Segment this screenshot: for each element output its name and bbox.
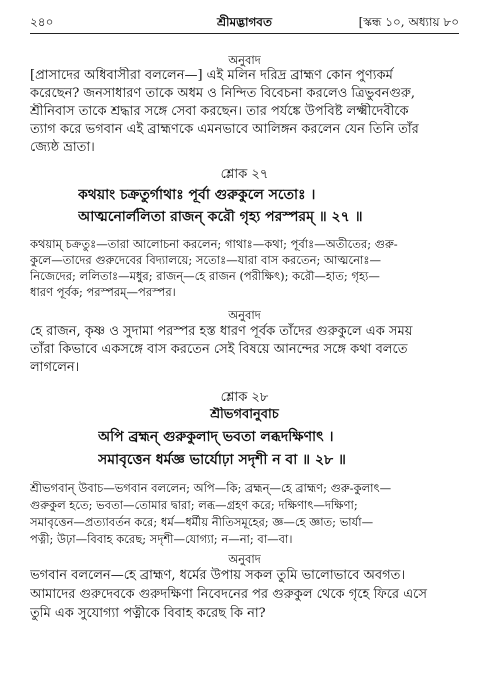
book-title: শ্রীমদ্ভাগবত <box>216 15 272 29</box>
translation-line: [প্রাসাদের অধিবাসীরা বললেন—] এই মলিন দরিদ্র ব্রাহ্মণ কোন পুণ্যকর্ম <box>30 68 393 83</box>
translation-line: করেছেন? জনসাধারণ তাকে অধম ও নিন্দিত বিবেচনা করলেও ত্রিভুবনগুরু, <box>30 86 416 101</box>
synonyms-line: নিজেদের; ললিতাঃ—মধুর; রাজন্—হে রাজন (পরীক্ষিৎ); করৌ—হাত; গৃহ্য— <box>30 269 380 283</box>
translation-heading: অনুবাদ <box>228 308 261 322</box>
synonyms-line: ধারণ পূর্বক; পরস্পরম্—পরস্পর। <box>30 285 176 299</box>
translation-line: ভগবান বললেন—হে ব্রাহ্মণ, ধর্মের উপায় সকল তুমি ভালোভাবে অবগত। <box>30 568 406 583</box>
synonyms-line: কথয়াম্ চক্রতুঃ—তারা আলোচনা করলেন; গাথাঃ—কথা; পূর্বাঃ—অতীতের; গুরু- <box>30 237 398 251</box>
verse-line: আত্মনোর্ললিতা রাজন্ করৌ গৃহ্য পরস্পরম্ ॥ ২৭ ॥ <box>78 209 363 225</box>
canto-chapter-label: [স্কন্ধ ১০, অধ্যায় ৮০ <box>358 15 459 29</box>
synonyms-line: পত্নী; উঢ়া—বিবাহ করেছ; সদৃশী—যোগ্যা; ন—না; বা—বা। <box>30 532 293 546</box>
running-header <box>30 14 459 32</box>
verse-line: সমাবৃত্তেন ধর্মজ্ঞ ভার্যোঢ়া সদৃশী ন বা ॥ ২৮ ॥ <box>98 452 346 468</box>
synonyms-line: গুরুকুল হতে; ভবতা—তোমার দ্বারা; লব্ধ—গ্রহণ করে; দক্ষিণাৎ—দক্ষিণা; <box>30 498 358 512</box>
verse-title: শ্লোক ২৭ <box>220 167 269 182</box>
translation-line: লাগলেন। <box>30 360 80 375</box>
synonyms-line: সমাবৃত্তেন—প্রত্যাবর্তন করে; ধর্ম—ধর্মীয় নীতিসমূহের; জ্ঞ—হে জ্ঞাত; ভার্যা— <box>30 515 374 529</box>
verse-line: অপি ব্রহ্মন্ গুরুকুলাদ্ ভবতা লব্ধদক্ষিণাৎ । <box>98 429 334 445</box>
translation-line: তাঁরা কিভাবে একসঙ্গে বাস করতেন সেই বিষয়ে আনন্দের সঙ্গে কথা বলতে <box>30 342 408 357</box>
translation-line: হে রাজন, কৃষ্ণ ও সুদামা পরস্পর হস্ত ধারণ পূর্বক তাঁদের গুরুকুলে এক সময় <box>30 324 413 339</box>
translation-line: তুমি এক সুযোগ্যা পত্নীকে বিবাহ করেছ কি না? <box>30 606 266 621</box>
header-rule <box>30 33 459 34</box>
translation-heading: অনুবাদ <box>228 53 261 67</box>
verse-title: শ্লোক ২৮ <box>220 390 269 405</box>
translation-heading: অনুবাদ <box>228 552 261 566</box>
translation-line: ত্যাগ করে ভগবান এই ব্রাহ্মণকে এমনভাবে আলিঙ্গন করলেন যেন তিনি তাঁর <box>30 122 419 137</box>
translation-line: জ্যেষ্ঠ ভ্রাতা। <box>30 140 95 155</box>
synonyms-line: কুলে—তাদের গুরুদেবের বিদ্যালয়ে; সতোঃ—যারা বাস করতেন; আত্মনোঃ— <box>30 253 381 267</box>
page-number: ২৪০ <box>30 15 54 29</box>
verse-speaker: শ্রীভগবানুবাচ <box>210 407 279 422</box>
translation-line: আমাদের গুরুদেবকে গুরুদক্ষিণা নিবেদনের পর গুরুকুল থেকে গৃহে ফিরে এসে <box>30 587 427 602</box>
synonyms-line: শ্রীভগবান্ উবাচ—ভগবান বললেন; অপি—কি; ব্রহ্মন্—হে ব্রাহ্মণ; গুরু-কুলাৎ— <box>30 481 392 495</box>
translation-line: শ্রীনিবাস তাকে শ্রদ্ধার সঙ্গে সেবা করছেন। তার পর্যঙ্কে উপবিষ্ট লক্ষ্মীদেবীকে <box>30 104 409 119</box>
verse-line: কথয়াং চক্রতুর্গাথাঃ পূর্বা গুরুকুলে সতোঃ । <box>78 187 316 203</box>
